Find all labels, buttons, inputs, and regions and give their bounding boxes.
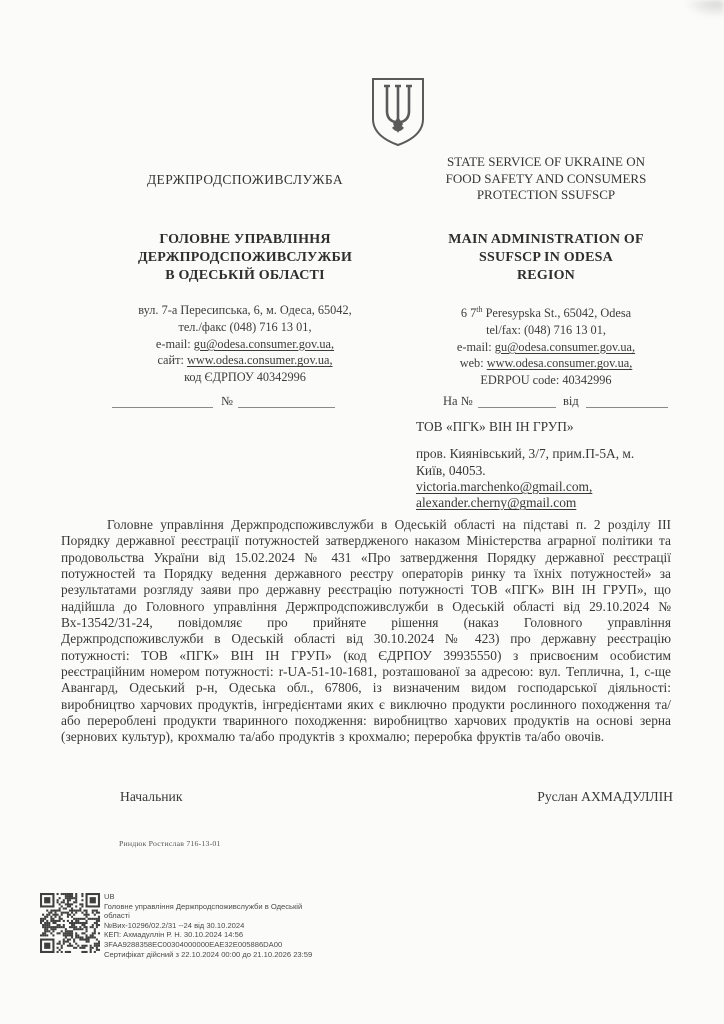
service-name-uk: ДЕРЖПРОДСПОЖИВСЛУЖБА bbox=[146, 172, 344, 187]
street-address-en bbox=[408, 302, 684, 322]
edrpou-code-en: EDRPOU code: 40342996 bbox=[480, 373, 612, 388]
admin-name-en-line: SSUFSCP IN ODESA bbox=[479, 249, 613, 265]
qr-code bbox=[40, 893, 100, 953]
phone-uk: тел./факс (048) 716 13 01, bbox=[178, 319, 312, 334]
admin-name-uk bbox=[80, 231, 410, 285]
service-name-en bbox=[408, 154, 684, 204]
org-block-english bbox=[408, 154, 684, 285]
letter-body-paragraph: Головне управління Держпродспоживслужби в Одеській області на підставі п. 2 розділу ІІІ Порядку державної реєстрації потужностей затвердженого наказом Міністерства аграрної політики та продовольства України від 15.02.2024 № 431 «Про затвердження Порядку державної реєстрації потужностей та Порядку ведення державного реєстру операторів ринку та їхніх потужностей» за результатами розгляду заяви про державну реєстрацію потужності ТОВ «ПГК» ВІН ІН ГРУП», що надійшла до Головного управління Держпродспоживслужби в Одеській області від 29.10.2024 № Вх-13542/31-24, повідомляє про прийняте рішення (наказ Головного управління Держпродспоживслужби в Одеській області від 30.10.2024 № 423) про державну реєстрацію потужності: ТОВ «ПГК» ВІН ІН ГРУП» (код ЄДРПОУ 39935550) з присвоєним особистим реєстраційним номером потужності: r-UA-51-10-1681, розташованої за адресою: вул. Теплична, 1, с-ще Авангард, Одеський р-н, Одеська обл., 67806, із визначеним видом господарської діяльності: виробництво харчових продуктів, інгредієнтами яких є виключно продукти рослинного походження та/або перероблені продукти тваринного походження: виробництво харчових продуктів на основі зерна (зернових культур), крохмалю та/або продуктів з крохмалю; переробка фруктів та/або овочів. bbox=[61, 517, 671, 745]
stamp-line: 3FAA9288358EC00304000000EAE32E005886DA00 bbox=[104, 939, 283, 949]
ukraine-trident-emblem bbox=[366, 77, 430, 147]
street-address-en-post: Peresypska St., 65042, Odesa bbox=[482, 306, 632, 321]
admin-name-en-line: MAIN ADMINISTRATION OF bbox=[448, 231, 644, 247]
stamp-line: Головне управління Держпродспоживслужби в Одеській bbox=[104, 901, 303, 911]
sender-address-uk bbox=[80, 302, 410, 386]
email-label: e-mail: bbox=[155, 336, 194, 351]
recipient-address-line: Київ, 04053. bbox=[416, 462, 486, 478]
recipient-address-line: пров. Киянівський, 3/7, прим.П-5А, м. bbox=[416, 446, 635, 462]
admin-name-uk-line: В ОДЕСЬКІЙ ОБЛАСТІ bbox=[165, 268, 325, 283]
reply-to-label: На № bbox=[443, 394, 473, 408]
stamp-line: Сертифікат дійсний з 22.10.2024 00:00 до 21.10.2026 23:59 bbox=[104, 949, 313, 959]
stamp-line: області bbox=[104, 911, 130, 921]
recipient-email-2[interactable]: alexander.cherny@gmail.com bbox=[416, 495, 577, 511]
sender-email-link[interactable]: gu@odesa.consumer.gov.ua, bbox=[193, 336, 335, 351]
street-address-en-sup: th bbox=[476, 305, 483, 314]
edrpou-code-uk: код ЄДРПОУ 40342996 bbox=[184, 370, 306, 385]
reply-number-blank bbox=[478, 394, 556, 408]
executor-contact: Риндюк Ростислав 716-13-01 bbox=[119, 839, 221, 848]
stamp-line: №Вих-10296/02.2/31 --24 від 30.10.2024 bbox=[104, 920, 245, 930]
site-line-uk bbox=[80, 352, 410, 369]
site-label: сайт: bbox=[157, 353, 187, 368]
stamp-line: UB bbox=[104, 892, 115, 901]
number-label: № bbox=[221, 394, 233, 408]
sender-email-link-en[interactable]: gu@odesa.consumer.gov.ua, bbox=[494, 339, 636, 354]
recipient-block bbox=[416, 419, 678, 511]
sender-web-link-en[interactable]: www.odesa.consumer.gov.ua, bbox=[486, 356, 633, 371]
trident-base bbox=[393, 117, 403, 133]
from-date-label: від bbox=[563, 394, 579, 408]
service-name-en-line: PROTECTION SSUFSCP bbox=[476, 187, 616, 202]
reply-date-blank bbox=[586, 394, 668, 408]
service-name-en-line: STATE SERVICE OF UKRAINE ON bbox=[447, 154, 645, 169]
recipient-email-1[interactable]: victoria.marchenko@gmail.com, bbox=[416, 478, 593, 494]
street-address-uk: вул. 7-а Пересипська, 6, м. Одеса, 65042, bbox=[138, 303, 352, 317]
reference-line bbox=[0, 394, 724, 412]
admin-name-uk-line: ДЕРЖПРОДСПОЖИВСЛУЖБИ bbox=[137, 250, 353, 265]
email-line-en bbox=[408, 339, 684, 356]
email-label: e-mail: bbox=[456, 339, 495, 354]
scan-artifact bbox=[684, 0, 724, 18]
sender-site-link[interactable]: www.odesa.consumer.gov.ua, bbox=[186, 353, 333, 368]
street-address-en-pre: 6 7 bbox=[460, 306, 477, 321]
recipient-name: ТОВ «ПГК» ВІН ІН ГРУП» bbox=[416, 419, 574, 434]
web-line-en bbox=[408, 355, 684, 372]
stamp-text bbox=[104, 892, 524, 959]
stamp-line: КЕП: Ахмадуллін Р. Н. 30.10.2024 14:56 bbox=[104, 930, 244, 940]
web-label: web: bbox=[459, 356, 487, 371]
sender-address-en bbox=[408, 302, 684, 389]
admin-name-uk-line: ГОЛОВНЕ УПРАВЛІННЯ bbox=[159, 232, 331, 247]
admin-name-en bbox=[408, 231, 684, 285]
org-block-ukrainian bbox=[80, 172, 410, 285]
admin-name-en-line: REGION bbox=[517, 267, 575, 283]
signer-position: Начальник bbox=[120, 789, 183, 804]
phone-en: tel/fax: (048) 716 13 01, bbox=[486, 322, 606, 337]
outgoing-date-blank bbox=[112, 394, 213, 408]
signer-name: Руслан АХМАДУЛЛІН bbox=[537, 789, 673, 804]
outgoing-number-blank bbox=[238, 394, 335, 408]
service-name-en-line: FOOD SAFETY AND CONSUMERS bbox=[445, 170, 647, 186]
email-line-uk bbox=[80, 336, 410, 353]
